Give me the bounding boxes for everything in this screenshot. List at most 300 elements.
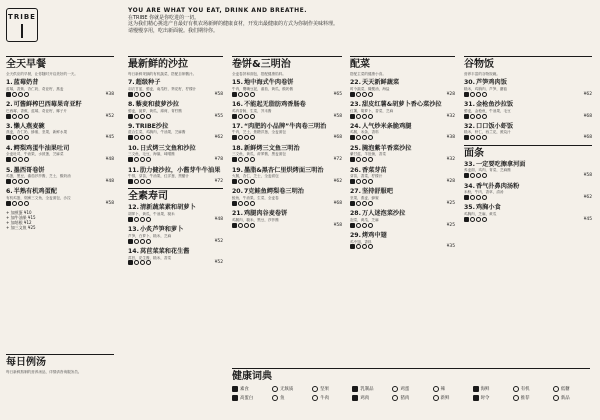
menu-item[interactable] — [350, 188, 455, 206]
soup-title: 每日例汤 — [6, 357, 46, 368]
diet-icon — [6, 157, 11, 162]
item-icons — [128, 114, 151, 119]
extra-option: + 加牛油果 ¥15 — [6, 215, 36, 221]
subsection — [464, 145, 592, 222]
diet-icon — [250, 92, 255, 97]
glossary-item — [272, 386, 309, 392]
item-price: ¥28 — [446, 178, 455, 184]
item-description: 混合生菜，鸡胸肉，牛油果，芝麻酱 — [128, 130, 186, 135]
glossary-icon — [352, 395, 358, 401]
diet-icon — [482, 195, 487, 200]
glossary-label: 新鲜 — [440, 396, 450, 401]
diet-icon — [128, 260, 133, 265]
item-icons — [128, 217, 151, 222]
diet-icon — [356, 223, 361, 228]
item-icons — [464, 195, 487, 200]
item-description: 三文鱼，黄瓜，莳萝酱，黑麦面包 — [232, 152, 286, 157]
glossary-label: 无麸质 — [280, 387, 294, 392]
glossary-item — [513, 395, 550, 401]
diet-icon — [140, 239, 145, 244]
menu-column — [6, 56, 114, 230]
diet-icon — [470, 92, 475, 97]
diet-icon — [470, 114, 475, 119]
item-title — [232, 210, 342, 217]
menu-item[interactable] — [350, 79, 455, 97]
diet-icon — [464, 114, 469, 119]
glossary-item — [352, 386, 389, 392]
diet-icon — [368, 114, 373, 119]
diet-icon — [482, 114, 487, 119]
section-rule — [464, 56, 592, 57]
diet-icon — [140, 260, 145, 265]
glossary-label: 坚果 — [320, 387, 330, 392]
menu-item[interactable] — [128, 145, 223, 163]
item-number: 28. — [350, 210, 361, 218]
diet-icon — [232, 114, 237, 119]
menu-item[interactable] — [350, 145, 455, 163]
diet-icon — [146, 179, 151, 184]
menu-item[interactable] — [6, 167, 114, 185]
item-description: 巴西莓，香蕉，蓝莓，奇亚籽，椰子片 — [6, 108, 68, 113]
glossary-item — [312, 395, 349, 401]
diet-icon — [362, 114, 367, 119]
item-description: 泡菜，黄瓜，芝麻 — [350, 217, 379, 222]
item-number: 14. — [128, 248, 139, 256]
item-number: 32. — [464, 123, 475, 131]
item-name: 墨脂&黑杏仁里烘烤面三明治 — [243, 166, 324, 174]
item-description: 鸡腿，米条，香料 — [350, 130, 379, 135]
diet-icon — [244, 201, 249, 206]
diet-icon — [250, 201, 255, 206]
diet-icon — [128, 114, 133, 119]
diet-icon — [24, 157, 29, 162]
item-price: ¥38 — [105, 91, 114, 97]
item-title — [464, 183, 592, 190]
item-meta-row — [350, 222, 455, 228]
item-number: 21. — [232, 210, 243, 218]
diet-icon — [140, 179, 145, 184]
menu-item[interactable] — [128, 226, 223, 244]
item-price: ¥48 — [105, 178, 114, 184]
section-title: 卷饼&三明治 — [232, 59, 291, 70]
item-price: ¥62 — [333, 178, 342, 184]
item-name: 烤鸡中翅 — [361, 232, 387, 240]
diet-icon — [146, 114, 151, 119]
menu-item[interactable] — [232, 210, 342, 228]
item-name: 7克鲑鱼鳄梨卷三明治 — [243, 188, 304, 196]
diet-icon — [18, 179, 23, 184]
item-meta-row — [232, 222, 342, 228]
diet-icon — [476, 92, 481, 97]
item-price: ¥68 — [333, 135, 342, 141]
item-name: 不能起无脂肪鸡香肠卷 — [243, 101, 306, 109]
item-icons — [128, 260, 151, 265]
diet-icon — [128, 92, 133, 97]
item-name: 鳄梨鸡蛋牛油果吐司 — [13, 144, 70, 152]
item-name: 金枪鱼沙拉饭 — [475, 101, 514, 109]
item-description: 米粉，牛肉，香草，清汤 — [464, 190, 504, 195]
item-price: ¥52 — [214, 238, 223, 244]
item-name: 可酱鲜榨巴西莓果奇亚籽 — [13, 101, 82, 109]
diet-icon — [464, 195, 469, 200]
item-name: 清新蔬菜素和胡萝卜 — [139, 204, 196, 212]
diet-icon — [350, 135, 355, 140]
menu-item[interactable] — [128, 167, 223, 185]
intro-en: YOU ARE WHAT YOU EAT, DRINK AND BREATHE. — [128, 7, 308, 14]
item-price: ¥45 — [105, 135, 114, 141]
extra-option: + 加培根 ¥12 — [6, 220, 32, 226]
menu-item[interactable] — [232, 123, 342, 141]
item-price: ¥68 — [333, 200, 342, 206]
diet-icon — [350, 92, 355, 97]
item-icons — [232, 157, 255, 162]
diet-icon — [482, 135, 487, 140]
menu-item[interactable] — [464, 123, 592, 141]
glossary-icon — [392, 386, 398, 392]
menu-item[interactable] — [232, 188, 342, 206]
diet-icon — [250, 135, 255, 140]
menu-item[interactable] — [350, 123, 455, 141]
item-icons — [232, 179, 255, 184]
glossary-icon — [392, 395, 398, 401]
item-price: ¥38 — [446, 135, 455, 141]
item-number: 20. — [232, 188, 243, 196]
section-rule — [232, 56, 342, 57]
item-description: 时令蔬菜，橄榄油，海盐 — [350, 86, 390, 91]
menu-item[interactable] — [350, 167, 455, 185]
item-number: 5. — [6, 166, 13, 174]
glossary-item — [473, 386, 510, 392]
item-icons — [6, 92, 29, 97]
extra-option: + 加煎蛋 ¥10 — [6, 210, 32, 216]
item-icons — [6, 179, 29, 184]
item-description: 红薯，胡萝卜，香菜，芝麻 — [350, 108, 394, 113]
menu-item[interactable] — [6, 79, 114, 97]
item-number: 24. — [350, 123, 361, 131]
glossary-icon — [433, 395, 439, 401]
item-price: ¥78 — [214, 157, 223, 163]
diet-icon — [146, 217, 151, 222]
glossary-label: 海鲜 — [480, 387, 490, 392]
diet-icon — [362, 223, 367, 228]
item-title — [6, 188, 114, 195]
item-icons — [6, 114, 29, 119]
item-description: 牛肉，芝士，焦糖洋葱，全麦面包 — [232, 130, 286, 135]
glossary-label: 素食 — [240, 387, 249, 392]
menu-item[interactable] — [128, 123, 223, 141]
item-description: 鸡腿肉，糙米，黑豆，莎莎酱 — [232, 217, 279, 222]
menu-item[interactable] — [464, 161, 592, 179]
glossary-icon — [352, 386, 358, 392]
section-title: 全天早餐 — [6, 59, 46, 70]
subsection-title: 全素寿司 — [128, 191, 168, 203]
item-meta-row — [232, 135, 342, 141]
section-note: 全天供应的早餐，让你随时开启美好的一天。 — [6, 72, 78, 76]
glossary-item — [433, 386, 470, 392]
glossary-item — [352, 395, 389, 401]
diet-icon — [470, 195, 475, 200]
diet-icon — [134, 135, 139, 140]
item-description: 鸡蛋，黑豆，番茄莎莎酱，芝士，酸奶油 — [6, 174, 71, 179]
item-icons — [128, 239, 151, 244]
glossary-item — [272, 395, 309, 401]
section-title: 最新鲜的沙拉 — [128, 59, 188, 70]
menu-item[interactable] — [6, 145, 114, 163]
item-price: ¥25 — [446, 200, 455, 206]
diet-icon — [140, 157, 145, 162]
diet-icon — [368, 157, 373, 162]
section-note: 搭配主菜的健康小食。 — [350, 72, 386, 76]
diet-icon — [362, 157, 367, 162]
item-meta-row — [350, 200, 455, 206]
item-description: 鸡胸肉，芝麻，黄瓜 — [464, 211, 497, 216]
item-price: ¥55 — [214, 113, 223, 119]
item-description: 牛肉，鹰嘴豆泥，番茄，黄瓜，酸奶酱 — [232, 86, 294, 91]
diet-icon — [12, 135, 17, 140]
menu-column — [128, 56, 223, 270]
diet-icon — [24, 135, 29, 140]
diet-icon — [362, 179, 367, 184]
diet-icon — [356, 201, 361, 206]
menu-item[interactable] — [350, 232, 455, 250]
item-icons — [464, 114, 487, 119]
item-title — [128, 204, 223, 211]
menu-item[interactable] — [128, 248, 223, 266]
menu-item[interactable] — [232, 101, 342, 119]
glossary-icon — [473, 395, 479, 401]
logo-bar — [21, 24, 23, 38]
section-rule — [350, 56, 455, 57]
menu-item[interactable] — [6, 123, 114, 141]
diet-icon — [350, 244, 355, 249]
menu-item[interactable] — [6, 188, 114, 206]
diet-icon — [146, 135, 151, 140]
diet-icon — [128, 157, 133, 162]
diet-icon — [18, 114, 23, 119]
menu-item[interactable] — [464, 79, 592, 97]
item-title — [464, 204, 592, 211]
menu-item[interactable] — [350, 210, 455, 228]
glossary-item — [473, 395, 510, 401]
item-name: 坚持舒服吧 — [361, 188, 393, 196]
item-price: ¥28 — [446, 91, 455, 97]
diet-icon — [368, 244, 373, 249]
item-title — [128, 79, 223, 86]
item-description: 芦笋，白萝卜，糙米，芝麻 — [128, 233, 172, 238]
item-number: 8. — [128, 101, 135, 109]
diet-icon — [140, 114, 145, 119]
item-description: 藜麦，菠萝，黄瓜，薄荷，青柠酱 — [128, 108, 182, 113]
menu-item[interactable] — [232, 167, 342, 185]
diet-icon — [356, 157, 361, 162]
item-description: 鲑鱼，牛油果，生菜，全麦卷 — [232, 195, 279, 200]
menu-item[interactable] — [232, 145, 342, 163]
item-number: 16. — [232, 101, 243, 109]
diet-icon — [244, 135, 249, 140]
item-meta-row — [350, 135, 455, 141]
item-price: ¥58 — [583, 173, 592, 179]
menu-item[interactable] — [464, 101, 592, 119]
item-number: 30. — [464, 79, 475, 87]
glossary-icon — [312, 395, 318, 401]
glossary-item — [553, 386, 590, 392]
item-price: ¥58 — [105, 200, 114, 206]
diet-icon — [368, 92, 373, 97]
item-meta-row — [128, 113, 223, 119]
diet-icon — [134, 157, 139, 162]
diet-icon — [244, 92, 249, 97]
item-meta-row — [128, 238, 223, 244]
diet-icon — [24, 179, 29, 184]
item-price: ¥48 — [214, 216, 223, 222]
diet-icon — [24, 114, 29, 119]
item-meta-row — [350, 91, 455, 97]
glossary-icon — [513, 386, 519, 392]
item-title — [232, 167, 342, 174]
glossary-icon — [312, 386, 318, 392]
item-name: 藜麦和菠萝沙拉 — [135, 101, 179, 109]
menu-item[interactable] — [464, 183, 592, 201]
glossary-label: 乳制品 — [360, 387, 374, 392]
item-number: 35. — [464, 204, 475, 212]
item-icons — [350, 179, 373, 184]
item-number: 25. — [350, 144, 361, 152]
intro-line: 在TRIBE 你就是你吃进的一切。 — [128, 14, 200, 21]
menu-column — [232, 56, 342, 232]
diet-icon — [350, 179, 355, 184]
intro-line: 请慢慢享用，吃出新面貌。我们期待你。 — [128, 27, 219, 34]
item-meta-row — [6, 113, 114, 119]
item-title — [128, 248, 223, 255]
diet-icon — [476, 195, 481, 200]
logo-text: TRIBE — [8, 13, 36, 21]
item-meta-row — [232, 157, 342, 163]
item-number: 1. — [6, 79, 13, 87]
item-name: 香菜芽苗 — [361, 166, 387, 174]
item-price: ¥72 — [333, 157, 342, 163]
item-description: 火腿，杏仁，芝士，全麦面包 — [232, 174, 279, 179]
diet-icon — [350, 223, 355, 228]
diet-icon — [134, 114, 139, 119]
item-number: 29. — [350, 232, 361, 240]
diet-icon — [356, 135, 361, 140]
diet-icon — [238, 135, 243, 140]
item-meta-row — [464, 173, 592, 179]
item-meta-row — [128, 178, 223, 184]
glossary-label: 时令 — [480, 396, 490, 401]
item-description: 糙米，鸡胸肉，芦笋，蘑菇 — [464, 86, 508, 91]
diet-icon — [12, 92, 17, 97]
diet-icon — [476, 217, 481, 222]
diet-icon — [12, 201, 17, 206]
diet-icon — [128, 135, 133, 140]
item-meta-row — [6, 91, 114, 97]
diet-icon — [238, 201, 243, 206]
item-icons — [128, 157, 151, 162]
glossary-item — [392, 395, 429, 401]
menu-item[interactable] — [128, 101, 223, 119]
diet-icon — [6, 92, 11, 97]
menu-item[interactable] — [464, 204, 592, 222]
item-description: 坚果，燕麦，蜂蜜 — [350, 195, 379, 200]
item-icons — [350, 223, 373, 228]
glossary-section — [232, 368, 590, 401]
diet-icon — [232, 201, 237, 206]
diet-icon — [12, 157, 17, 162]
item-number: 34. — [464, 182, 475, 190]
item-number: 6. — [6, 188, 13, 196]
item-meta-row — [232, 113, 342, 119]
item-icons — [128, 92, 151, 97]
menu-item[interactable] — [350, 101, 455, 119]
diet-icon — [238, 157, 243, 162]
menu-item[interactable] — [128, 79, 223, 97]
item-meta-row — [350, 113, 455, 119]
diet-icon — [368, 201, 373, 206]
menu-item[interactable] — [232, 79, 342, 97]
item-name: 万人迷泡菜沙拉 — [361, 210, 406, 218]
item-title — [350, 167, 455, 174]
glossary-label: 推荐 — [520, 396, 530, 401]
glossary-icon — [272, 386, 278, 392]
item-description: 全麦吐司，牛油果，水波蛋，芝麻菜 — [6, 152, 64, 157]
item-name: 新鲜烤三文鱼三明治 — [243, 144, 300, 152]
diet-icon — [464, 173, 469, 178]
item-icons — [232, 223, 255, 228]
item-description: 胡萝卜，黄瓜，牛油果，糙米 — [128, 211, 175, 216]
item-icons — [350, 157, 373, 162]
item-price: ¥45 — [583, 216, 592, 222]
diet-icon — [146, 260, 151, 265]
item-description: 蓝莓，香蕉，杏仁奶，奇亚籽，燕麦 — [6, 86, 64, 91]
diet-icon — [244, 179, 249, 184]
diet-icon — [238, 179, 243, 184]
item-title — [350, 210, 455, 217]
item-title — [350, 188, 455, 195]
diet-icon — [464, 217, 469, 222]
menu-item[interactable] — [6, 101, 114, 119]
diet-icon — [362, 201, 367, 206]
diet-icon — [18, 92, 23, 97]
glossary-label: 猪肉 — [400, 396, 410, 401]
item-description: 有机鸡蛋，烟熏三文鱼，全麦面包，沙拉 — [6, 195, 71, 200]
diet-icon — [464, 92, 469, 97]
item-meta-row — [464, 135, 592, 141]
item-icons — [350, 92, 373, 97]
item-description: 紫甘蓝，羊肚菌，香菜 — [350, 152, 386, 157]
item-price: ¥65 — [333, 91, 342, 97]
item-number: 7. — [128, 79, 135, 87]
diet-icon — [356, 244, 361, 249]
diet-icon — [350, 114, 355, 119]
menu-item[interactable] — [128, 204, 223, 222]
diet-icon — [368, 223, 373, 228]
item-name: 天天新鲜蔬菜 — [361, 79, 400, 87]
diet-icon — [476, 135, 481, 140]
section-title: 配菜 — [350, 59, 370, 70]
item-number: 11. — [128, 166, 139, 174]
glossary-icon — [232, 395, 238, 401]
diet-icon — [146, 92, 151, 97]
item-number: 19. — [232, 166, 243, 174]
diet-icon — [250, 179, 255, 184]
item-price: ¥62 — [214, 135, 223, 141]
item-meta-row — [464, 194, 592, 200]
glossary-icon — [473, 386, 479, 392]
diet-icon — [250, 114, 255, 119]
item-meta-row — [128, 216, 223, 222]
item-meta-row — [6, 200, 114, 206]
